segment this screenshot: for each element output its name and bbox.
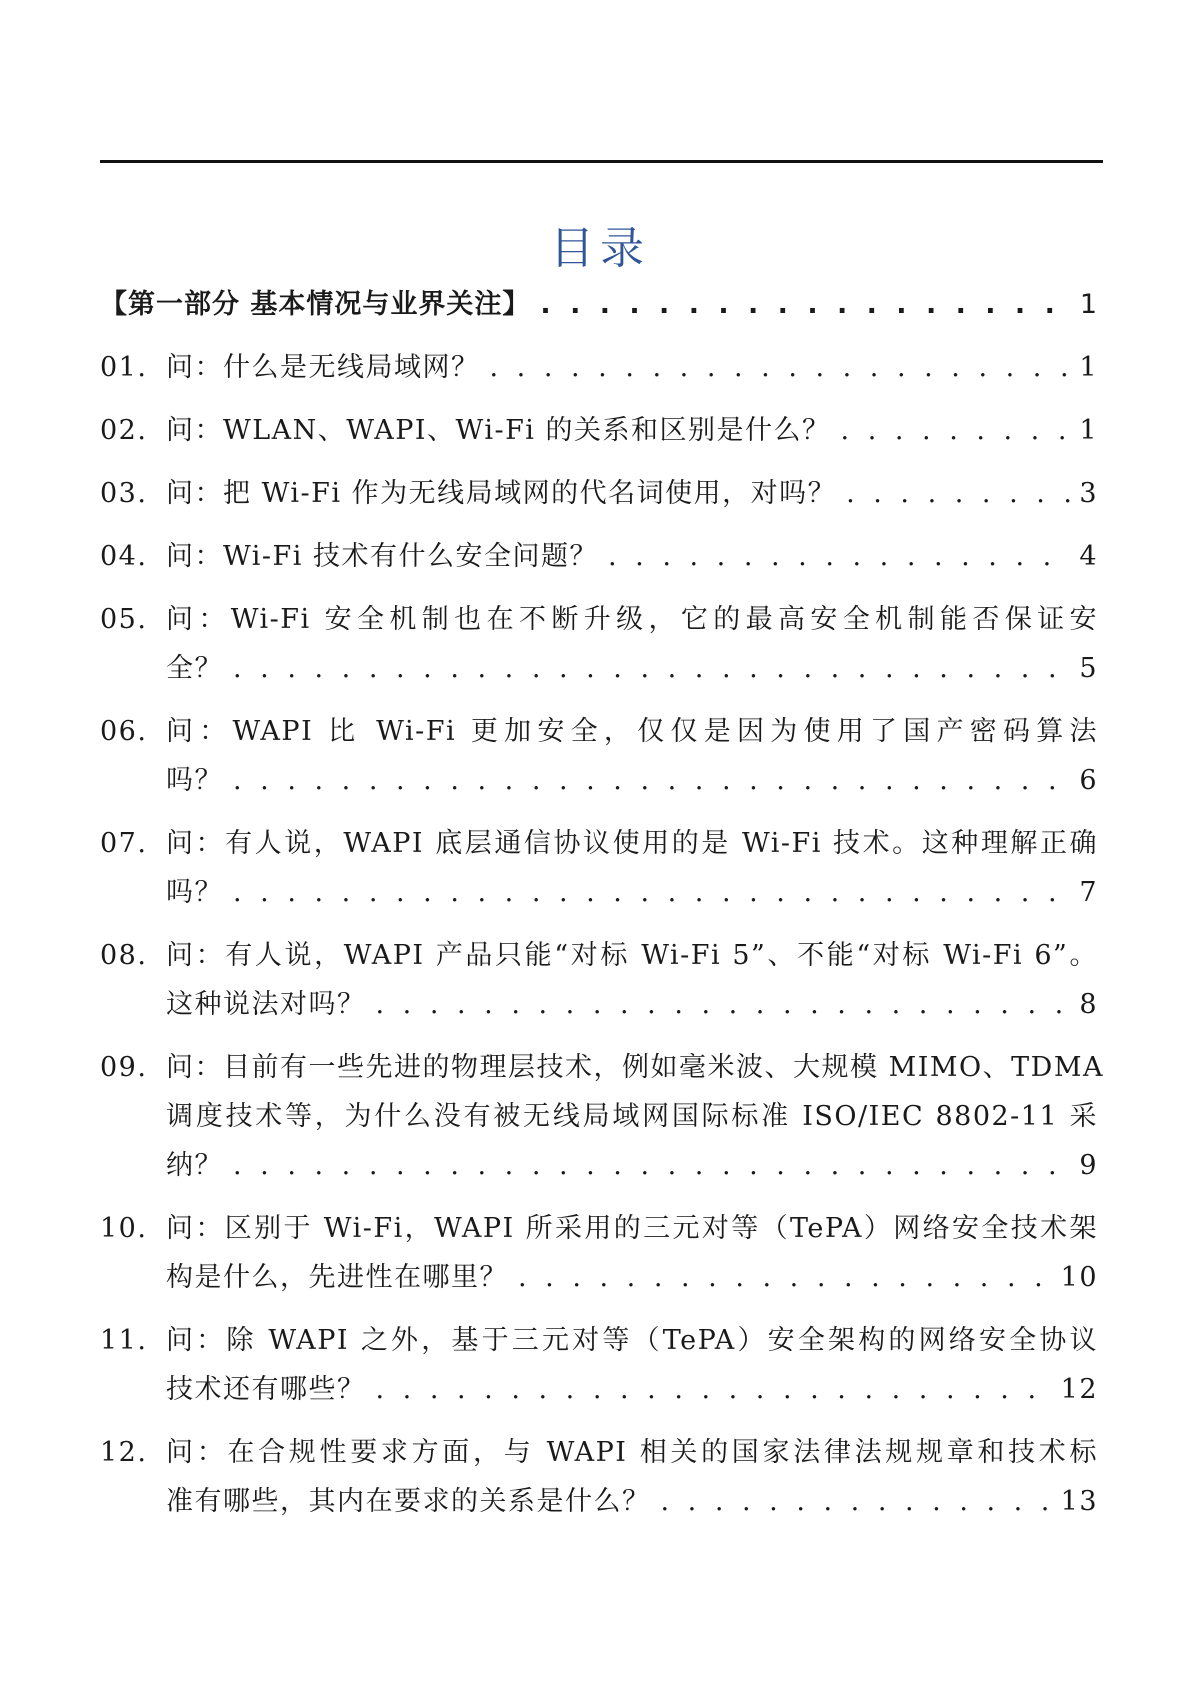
toc-entry-number: 10. [100, 1213, 148, 1244]
toc-entry[interactable] [100, 707, 1098, 805]
toc-entry[interactable] [100, 1204, 1098, 1302]
toc-part-heading[interactable] [100, 280, 1098, 329]
toc-dot-leader [661, 1477, 1053, 1526]
toc-entry-number: 06. [100, 716, 148, 747]
table-of-contents [100, 280, 1104, 1526]
toc-entry-number: 08. [100, 940, 148, 971]
toc-page-number: 12 [1060, 1374, 1098, 1405]
toc-dot-leader [846, 469, 1071, 518]
toc-page-number: 1 [1079, 415, 1098, 446]
toc-entry[interactable] [100, 343, 1098, 392]
toc-dot-leader [376, 980, 1072, 1029]
toc-page-number: 10 [1060, 1262, 1098, 1293]
toc-entry[interactable] [100, 595, 1098, 693]
toc-entry[interactable] [100, 532, 1098, 581]
toc-entry-text: 这种说法对吗？ [166, 989, 366, 1020]
toc-page-number: 1 [1079, 352, 1098, 383]
toc-page-number: 7 [1079, 877, 1098, 908]
toc-page-number: 6 [1079, 765, 1098, 796]
toc-entry-number: 05. [100, 604, 148, 635]
toc-entry-text: 问：什么是无线局域网？ [166, 352, 480, 383]
toc-entry-text: 问：Wi-Fi 技术有什么安全问题？ [166, 541, 598, 572]
toc-dot-leader [233, 644, 1071, 693]
toc-dot-leader [233, 756, 1071, 805]
toc-entry-text: 问：除 WAPI 之外，基于三元对等（TePA）安全架构的网络安全协议 [166, 1325, 1098, 1356]
toc-dot-leader [841, 406, 1072, 455]
toc-page-number: 1 [1079, 289, 1098, 320]
toc-dot-leader [376, 1365, 1053, 1414]
toc-page-number: 3 [1079, 478, 1098, 509]
toc-title: 目录 [550, 223, 650, 274]
toc-entry-number: 11. [100, 1325, 148, 1356]
toc-entry-number: 04. [100, 541, 148, 572]
toc-entry[interactable] [100, 819, 1098, 917]
toc-entry[interactable] [100, 1043, 1104, 1190]
toc-page-number: 13 [1060, 1486, 1098, 1517]
header-rule [100, 160, 1103, 163]
toc-entry-number: 12. [100, 1437, 148, 1468]
toc-entry-text: 问：区别于 Wi-Fi，WAPI 所采用的三元对等（TePA）网络安全技术架 [166, 1213, 1098, 1244]
toc-entry-text: 调度技术等，为什么没有被无线局域网国际标准 ISO/IEC 8802-11 采 [166, 1101, 1098, 1132]
toc-page-number: 4 [1079, 541, 1098, 572]
toc-entry[interactable] [100, 1428, 1098, 1526]
toc-entry-text: 纳？ [166, 1150, 223, 1181]
toc-page-number: 5 [1079, 653, 1098, 684]
toc-entry-text: 问：有人说，WAPI 产品只能“对标 Wi-Fi 5”、不能“对标 Wi-Fi 6”。 [166, 940, 1098, 971]
toc-entry-text: 问：WLAN、WAPI、Wi-Fi 的关系和区别是什么？ [166, 415, 831, 446]
toc-entry-text: 准有哪些，其内在要求的关系是什么？ [166, 1486, 651, 1517]
toc-entry[interactable] [100, 1316, 1098, 1414]
toc-entry-text: 【第一部分 基本情况与业界关注】 [100, 289, 531, 320]
toc-entry[interactable] [100, 406, 1098, 455]
toc-entry-text: 问：目前有一些先进的物理层技术，例如毫米波、大规模 MIMO、TDMA [166, 1052, 1104, 1083]
toc-entry-text: 问：有人说，WAPI 底层通信协议使用的是 Wi-Fi 技术。这种理解正确 [166, 828, 1098, 859]
toc-entry[interactable] [100, 469, 1098, 518]
toc-entry-text: 问：把 Wi-Fi 作为无线局域网的代名词使用，对吗？ [166, 478, 837, 509]
toc-entry-text: 全？ [166, 653, 223, 684]
toc-dot-leader [490, 343, 1072, 392]
toc-entry-text: 吗？ [166, 877, 223, 908]
toc-dot-leader [608, 532, 1071, 581]
toc-page-number: 8 [1079, 989, 1098, 1020]
toc-entry-text: 问：WAPI 比 Wi-Fi 更加安全，仅仅是因为使用了国产密码算法 [166, 716, 1098, 747]
toc-dot-leader [540, 280, 1071, 329]
toc-dot-leader [518, 1253, 1053, 1302]
toc-entry-text: 构是什么，先进性在哪里？ [166, 1262, 508, 1293]
toc-entry-number: 02. [100, 415, 148, 446]
toc-dot-leader [233, 1141, 1071, 1190]
toc-entry-text: 问：Wi-Fi 安全机制也在不断升级，它的最高安全机制能否保证安 [166, 604, 1098, 635]
toc-page-number: 9 [1079, 1150, 1098, 1181]
toc-entry-text: 问：在合规性要求方面，与 WAPI 相关的国家法律法规规章和技术标 [166, 1437, 1098, 1468]
toc-dot-leader [233, 868, 1071, 917]
toc-entry[interactable] [100, 931, 1098, 1029]
toc-entry-number: 07. [100, 828, 148, 859]
toc-entry-text: 技术还有哪些？ [166, 1374, 366, 1405]
toc-entry-number: 03. [100, 478, 148, 509]
toc-entry-text: 吗？ [166, 765, 223, 796]
toc-entry-number: 01. [100, 352, 148, 383]
toc-entry-number: 09. [100, 1052, 148, 1083]
